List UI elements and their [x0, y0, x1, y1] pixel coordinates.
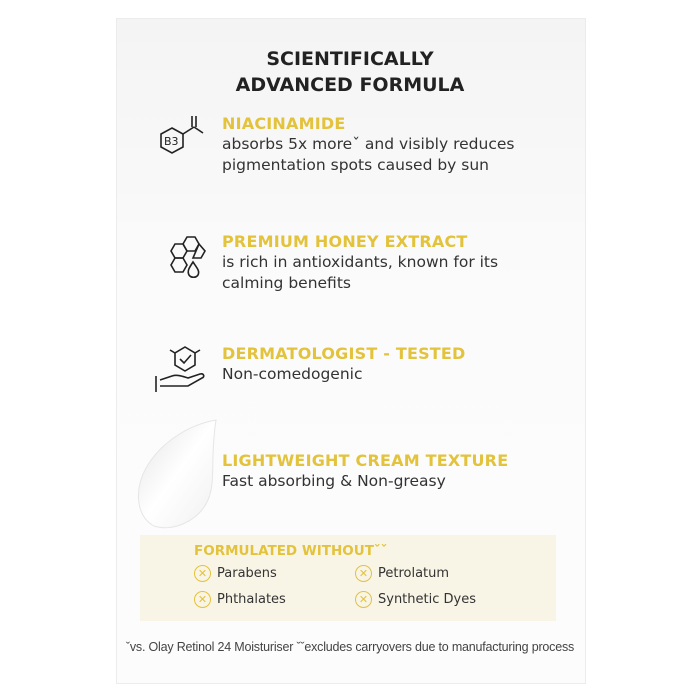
feature-heading: LIGHTWEIGHT CREAM TEXTURE: [222, 451, 509, 470]
x-circle-icon: ✕: [194, 591, 211, 608]
feature-text: pigmentation spots caused by sun: [222, 156, 489, 174]
feature-heading: PREMIUM HONEY EXTRACT: [222, 232, 468, 251]
hand-check-icon: [152, 344, 210, 394]
cream-swatch-icon: [132, 418, 222, 530]
feature-text: absorbs 5x moreˇ and visibly reduces: [222, 135, 515, 153]
feature-text: Fast absorbing & Non-greasy: [222, 472, 446, 490]
without-heading: FORMULATED WITHOUTˇˇ: [194, 543, 388, 559]
item-label: Parabens: [217, 566, 277, 581]
svg-text:B3: B3: [164, 135, 179, 148]
without-item: [194, 591, 286, 608]
x-circle-icon: ✕: [194, 565, 211, 582]
footnote: ˇvs. Olay Retinol 24 Moisturiser ˇˇexcludes carryovers due to manufacturing process: [125, 640, 575, 654]
title-line: SCIENTIFICALLY: [266, 48, 434, 70]
item-label: Synthetic Dyes: [378, 592, 476, 607]
without-item: [355, 565, 449, 582]
feature-text: calming benefits: [222, 274, 351, 292]
b3-molecule-icon: [156, 114, 210, 162]
feature-dermatologist: [222, 344, 466, 385]
without-item: [355, 591, 476, 608]
x-circle-icon: ✕: [355, 565, 372, 582]
item-label: Petrolatum: [378, 566, 450, 581]
feature-texture: [222, 451, 508, 492]
item-label: Phthalates: [217, 592, 286, 607]
x-circle-icon: ✕: [355, 591, 372, 608]
without-item: [194, 565, 277, 582]
title-line: ADVANCED FORMULA: [235, 74, 465, 96]
feature-heading: DERMATOLOGIST - TESTED: [222, 344, 466, 363]
feature-text: Non-comedogenic: [222, 365, 363, 383]
feature-honey: [222, 232, 498, 294]
feature-text: is rich in antioxidants, known for its: [222, 253, 499, 271]
feature-heading: NIACINAMIDE: [222, 114, 346, 133]
honeycomb-drop-icon: [165, 234, 211, 284]
page-title: [0, 46, 700, 98]
feature-niacinamide: [222, 114, 514, 176]
formulated-without-panel: [140, 535, 556, 621]
